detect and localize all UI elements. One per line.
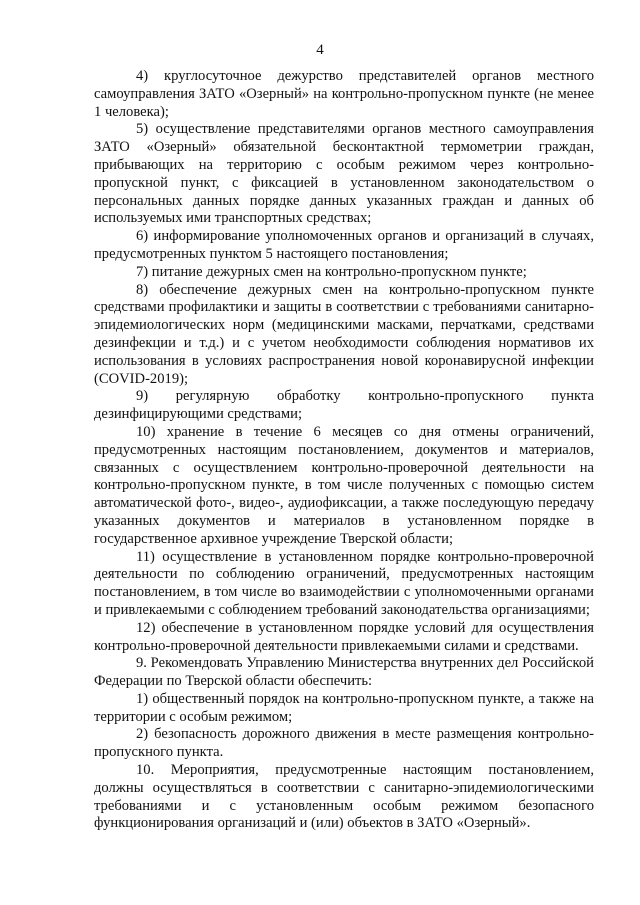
paragraph-item-9: 9) регулярную обработку контрольно-пропускного пункта дезинфицирующими средствами; bbox=[94, 388, 594, 423]
paragraph-item-11: 11) осуществление в установленном порядке контрольно-проверочной деятельности по соблюдению ограничений, предусмотренных настоящим постановлением, в том числе во взаимодействии с уполномоченными органами и привлекаемыми с соблюдением требований законодательства организациями; bbox=[94, 548, 594, 618]
paragraph-point-10: 10. Мероприятия, предусмотренные настоящим постановлением, должны осуществляться в соответствии с санитарно-эпидемиологическими требованиями и с установленным особым режимом безопасного функционирования организаций и (или) объектов в ЗАТО «Озерный». bbox=[94, 762, 594, 832]
page-number: 4 bbox=[316, 42, 324, 58]
paragraph-item-4: 4) круглосуточное дежурство представителей органов местного самоуправления ЗАТО «Озерный» на контрольно-пропускном пункте (не менее 1 человека); bbox=[94, 68, 594, 120]
paragraph-item-10: 10) хранение в течение 6 месяцев со дня отмены ограничений, предусмотренных настоящим постановлением, документов и материалов, связанных с осуществлением контрольно-проверочной деятельности на контрольно-пропускном пункте, в том числе полученных с помощью систем автоматической фото-, видео-, аудиофиксации, а также последующую передачу указанных документов и материалов в установленном порядке в государственное архивное учреждение Тверской области; bbox=[94, 423, 594, 547]
paragraph-point-9: 9. Рекомендовать Управлению Министерства внутренних дел Российской Федерации по Тверской области обеспечить: bbox=[94, 655, 594, 690]
paragraph-item-7: 7) питание дежурных смен на контрольно-пропускном пункте; bbox=[136, 263, 527, 280]
paragraph-point-9-item-2: 2) безопасность дорожного движения в месте размещения контрольно-пропускного пункта. bbox=[94, 726, 594, 761]
paragraph-point-9-item-1: 1) общественный порядок на контрольно-пропускном пункте, а также на территории с особым режимом; bbox=[94, 690, 594, 725]
paragraph-item-12: 12) обеспечение в установленном порядке условий для осуществления контрольно-проверочной деятельности привлекаемыми силами и средствами. bbox=[94, 619, 594, 654]
paragraph-item-5: 5) осуществление представителями органов местного самоуправления ЗАТО «Озерный» обязательной бесконтактной термометрии граждан, прибывающих на территорию с особым режимом через контрольно-пропускной пункт, с фиксацией в установленном законодательством о персональных данных порядке данных указанных граждан и данных об используемых ими транспортных средствах; bbox=[94, 121, 594, 227]
paragraph-item-8: 8) обеспечение дежурных смен на контрольно-пропускном пункте средствами профилактики и защиты в соответствии с требованиями санитарно-эпидемиологических норм (медицинскими масками, перчатками, средствами дезинфекции и т.д.) и с учетом необходимости соблюдения нормативов их использования в условиях распространения новой коронавирусной инфекции (COVID-2019); bbox=[94, 281, 594, 387]
paragraph-item-6: 6) информирование уполномоченных органов и организаций в случаях, предусмотренных пунктом 5 настоящего постановления; bbox=[94, 228, 594, 262]
document-body bbox=[94, 68, 594, 833]
